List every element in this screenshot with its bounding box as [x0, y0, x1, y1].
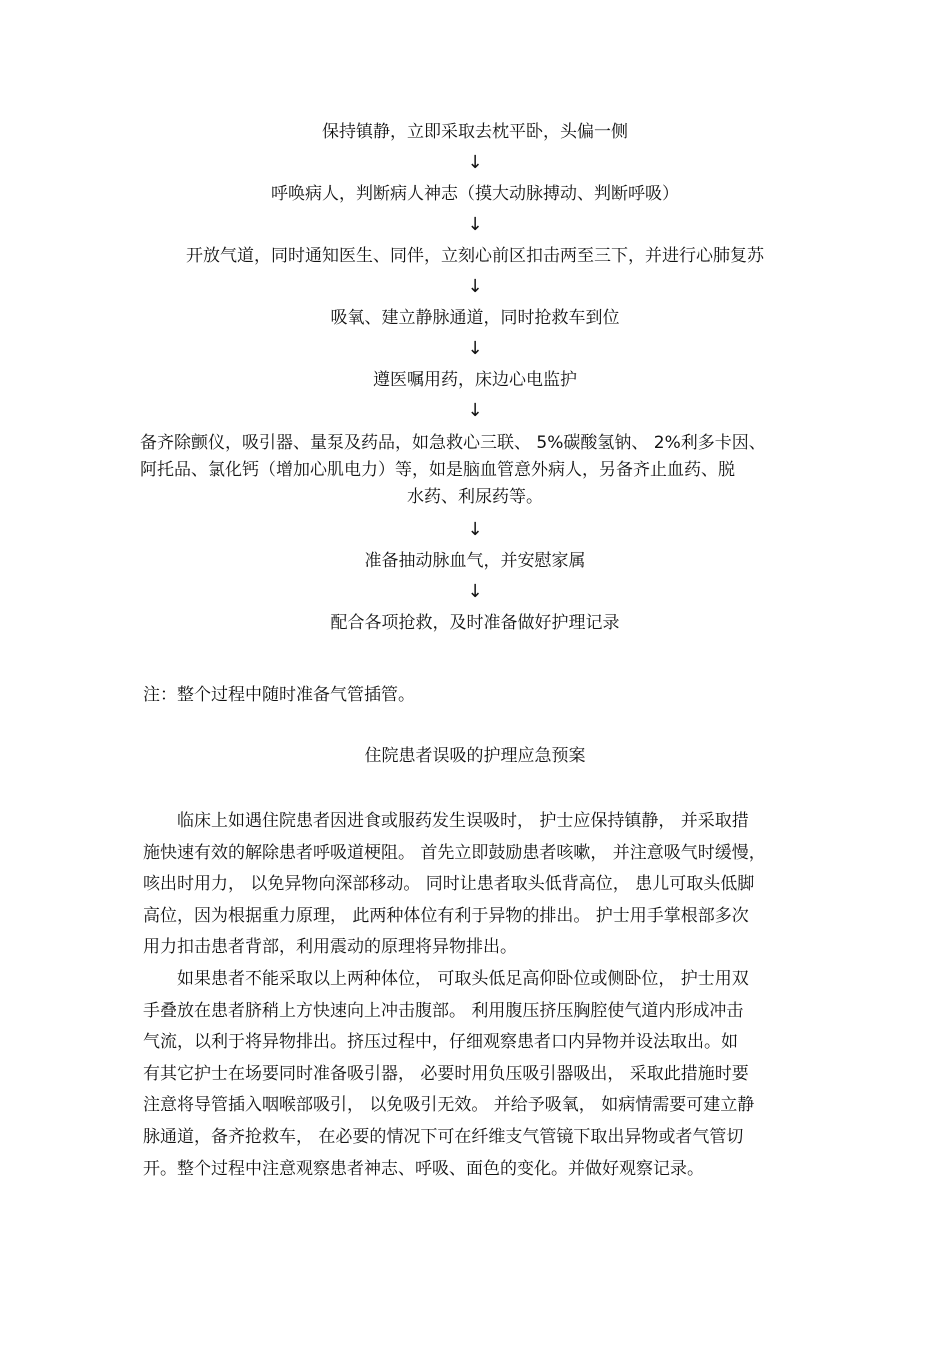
paragraph-line: 注意将导管插入咽喉部吸引， 以免吸引无效。 并给予吸氧， 如病情需要可建立静: [143, 1095, 755, 1116]
flowchart-note: 注：整个过程中随时准备气管插管。: [143, 685, 415, 705]
down-arrow-icon: ↓: [467, 400, 483, 421]
flow-step-2: 呼唤病人，判断病人神志（摸大动脉搏动、判断呼吸）: [271, 184, 679, 204]
emergency-flowchart: [140, 120, 810, 635]
flow-step-3: 开放气道，同时通知医生、同伴，立刻心前区扣击两至三下，并进行心肺复苏: [186, 246, 764, 266]
flow-step-equipment: [140, 430, 810, 511]
equipment-line-1: 备齐除颤仪，吸引器、量泵及药品，如急救心三联、 5%碳酸氢钠、 2%利多卡因、: [140, 433, 766, 453]
flow-step-6: 准备抽动脉血气，并安慰家属: [364, 551, 586, 571]
paragraph-line: 施快速有效的解除患者呼吸道梗阻。 首先立即鼓励患者咳嗽， 并注意吸气时缓慢，: [143, 842, 766, 863]
flow-step-5: 遵医嘱用药，床边心电监护: [373, 370, 577, 390]
flow-step-4: 吸氧、建立静脉通道，同时抢救车到位: [330, 308, 620, 328]
down-arrow-icon: ↓: [467, 276, 483, 297]
paragraph-line: 咳出时用力， 以免异物向深部移动。 同时让患者取头低背高位， 患儿可取头低脚: [143, 874, 755, 895]
down-arrow-icon: ↓: [467, 214, 483, 235]
equipment-line-3: 水药、利尿药等。: [407, 487, 543, 507]
flow-step-1: 保持镇静，立即采取去枕平卧，头偏一侧: [322, 122, 628, 142]
paragraph-line: 脉通道，备齐抢救车， 在必要的情况下可在纤维支气管镜下取出异物或者气管切: [143, 1126, 744, 1147]
paragraph-line: 高位，因为根据重力原理， 此两种体位有利于异物的排出。 护士用手掌根部多次: [143, 905, 749, 926]
paragraph-line: 手叠放在患者脐稍上方快速向上冲击腹部。 利用腹压挤压胸腔使气道内形成冲击: [143, 1000, 744, 1021]
section-title: 住院患者误吸的护理应急预案: [364, 746, 586, 766]
paragraph-line: 临床上如遇住院患者因进食或服药发生误吸时， 护士应保持镇静， 并采取措: [143, 811, 749, 831]
paragraph-line: 有其它护士在场要同时准备吸引器， 必要时用负压吸引器吸出， 采取此措施时要: [143, 1063, 749, 1084]
paragraph-line: 开。整个过程中注意观察患者神志、呼吸、面色的变化。并做好观察记录。: [143, 1158, 704, 1179]
section-body: [143, 806, 808, 1185]
equipment-line-2: 阿托品、氯化钙（增加心肌电力）等，如是脑血管意外病人，另备齐止血药、脱: [140, 460, 735, 480]
paragraph-line: 气流，以利于将异物排出。挤压过程中，仔细观察患者口内异物并设法取出。如: [143, 1032, 738, 1053]
down-arrow-icon: ↓: [467, 581, 483, 602]
down-arrow-icon: ↓: [467, 519, 483, 540]
paragraph-line: 用力扣击患者背部，利用震动的原理将异物排出。: [143, 937, 517, 958]
flow-step-7: 配合各项抢救，及时准备做好护理记录: [330, 613, 620, 633]
down-arrow-icon: ↓: [467, 152, 483, 173]
paragraph-line: 如果患者不能采取以上两种体位， 可取头低足高仰卧位或侧卧位， 护士用双: [143, 968, 749, 989]
down-arrow-icon: ↓: [467, 338, 483, 359]
